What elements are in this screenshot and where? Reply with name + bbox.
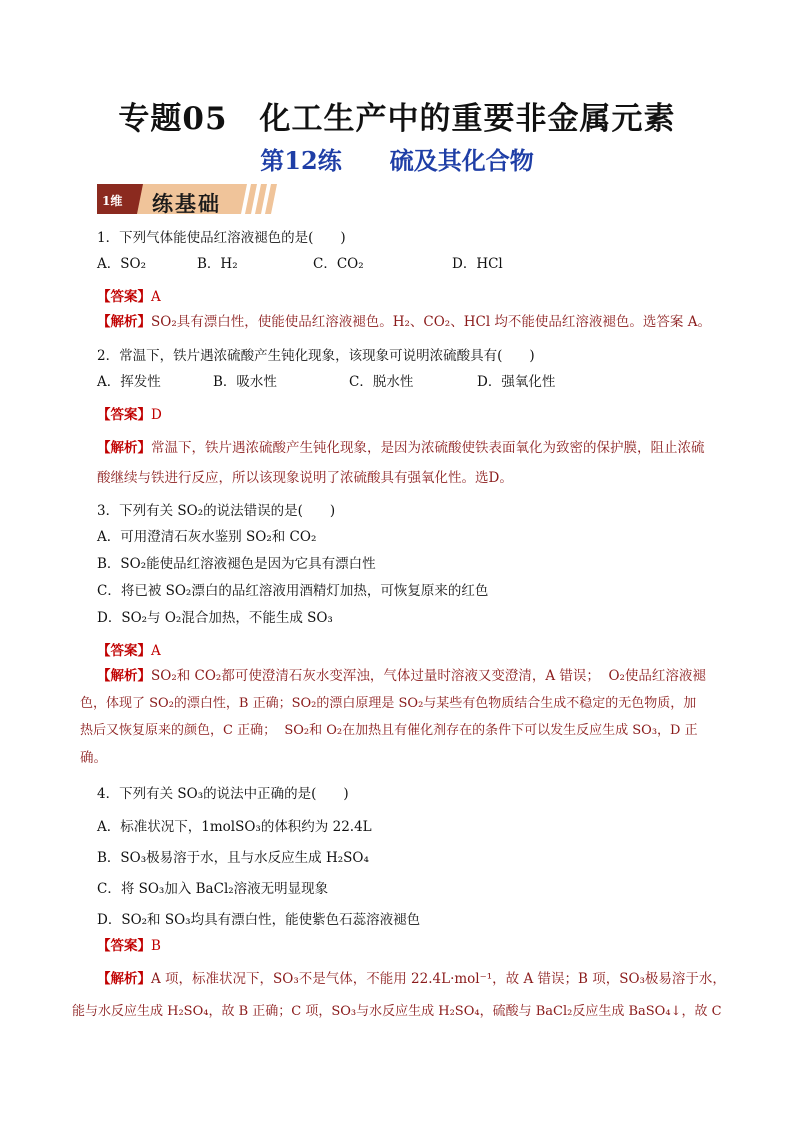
explanation-line: 常温下，铁片遇浓硫酸产生钝化现象，是因为浓硫酸使铁表面氧化为致密的保护膜，阻止浓硫 — [151, 440, 705, 456]
question-2-option-d: D．强氧化性 — [477, 374, 556, 390]
question-4-option-d: D．SO₂和 SO₃均具有漂白性，能使紫色石蕊溶液褪色 — [97, 912, 421, 928]
question-3-option-c: C．将已被 SO₂漂白的品红溶液用酒精灯加热，可恢复原来的红色 — [97, 583, 489, 599]
question-2-explanation-line-1 — [97, 439, 705, 457]
question-1-option-a: A．SO₂ — [97, 256, 146, 272]
explanation-tag: 【解析】 — [97, 971, 151, 987]
answer-value: A — [151, 289, 161, 305]
question-3-explanation-line-3: 热后又恢复原来的颜色，C 正确； SO₂和 O₂在加热且有催化剂存在的条件下可以发生反应生成 SO₃，D 正 — [80, 723, 698, 738]
explanation-tag: 【解析】 — [97, 668, 151, 684]
question-4-option-a: A．标准状况下，1molSO₃的体积约为 22.4L — [97, 819, 372, 835]
question-1-option-d: D．HCl — [452, 256, 503, 272]
question-4-option-c: C．将 SO₃加入 BaCl₂溶液无明显现象 — [97, 881, 329, 897]
question-4-answer — [97, 937, 161, 955]
question-2-explanation-line-2: 酸继续与铁进行反应，所以该现象说明了浓硫酸具有强氧化性。选D。 — [97, 470, 513, 486]
answer-tag: 【答案】 — [97, 643, 151, 659]
explanation-tag: 【解析】 — [97, 314, 151, 330]
question-1-option-c: C．CO₂ — [313, 256, 364, 272]
explanation-line: A 项，标准状况下，SO₃不是气体，不能用 22.4L·mol⁻¹，故 A 错误；B 项，SO₃极易溶于水， — [151, 971, 726, 987]
question-2-option-c: C．脱水性 — [349, 374, 414, 390]
page-title: 专题05 化工生产中的重要非金属元素 — [118, 101, 676, 137]
answer-value: B — [151, 938, 161, 954]
question-3-explanation-line-1 — [97, 667, 706, 685]
question-4-option-b: B．SO₃极易溶于水，且与水反应生成 H₂SO₄ — [97, 850, 369, 866]
question-3-explanation-line-2: 色，体现了 SO₂的漂白性，B 正确；SO₂的漂白原理是 SO₂与某些有色物质结合生成不稳定的无色物质，加 — [80, 696, 697, 711]
question-1-explanation — [97, 313, 711, 331]
question-3-answer — [97, 642, 161, 660]
page-subtitle: 第12练 硫及其化合物 — [260, 146, 534, 175]
explanation-tag: 【解析】 — [97, 440, 151, 456]
answer-tag: 【答案】 — [97, 289, 151, 305]
answer-value: D — [151, 407, 162, 423]
question-4-explanation-line-2: 能与水反应生成 H₂SO₄，故 B 正确；C 项，SO₃与水反应生成 H₂SO₄，硫酸与 BaCl₂反应生成 BaSO₄↓，故 C — [72, 1004, 722, 1019]
answer-value: A — [151, 643, 161, 659]
section-badge: 1维 — [102, 194, 123, 208]
question-2-stem: 2．常温下，铁片遇浓硫酸产生钝化现象，该现象可说明浓硫酸具有( ) — [97, 348, 535, 364]
explanation-line: SO₂具有漂白性，使能使品红溶液褪色。H₂、CO₂、HCl 均不能使品红溶液褪色。选答案 A。 — [151, 314, 711, 330]
question-2-answer — [97, 406, 162, 424]
question-3-explanation-line-4: 确。 — [80, 750, 107, 766]
question-3-option-b: B．SO₂能使品红溶液褪色是因为它具有漂白性 — [97, 556, 376, 572]
question-3-stem: 3．下列有关 SO₂的说法错误的是( ) — [97, 503, 336, 519]
question-2-option-b: B．吸水性 — [213, 374, 277, 390]
question-1-option-b: B．H₂ — [197, 256, 238, 272]
question-3-option-d: D．SO₂与 O₂混合加热，不能生成 SO₃ — [97, 610, 333, 626]
question-4-stem: 4．下列有关 SO₃的说法中正确的是( ) — [97, 786, 349, 802]
question-3-option-a: A．可用澄清石灰水鉴别 SO₂和 CO₂ — [97, 529, 317, 545]
explanation-line: SO₂和 CO₂都可使澄清石灰水变浑浊，气体过量时溶液又变澄清，A 错误； O₂使品红溶液褪 — [151, 668, 706, 684]
answer-tag: 【答案】 — [97, 938, 151, 954]
question-4-explanation-line-1 — [97, 970, 726, 988]
question-2-option-a: A．挥发性 — [97, 374, 161, 390]
answer-tag: 【答案】 — [97, 407, 151, 423]
question-1-stem: 1．下列气体能使品红溶液褪色的是( ) — [97, 230, 346, 246]
question-1-answer — [97, 288, 161, 306]
section-label: 练基础 — [152, 191, 221, 216]
